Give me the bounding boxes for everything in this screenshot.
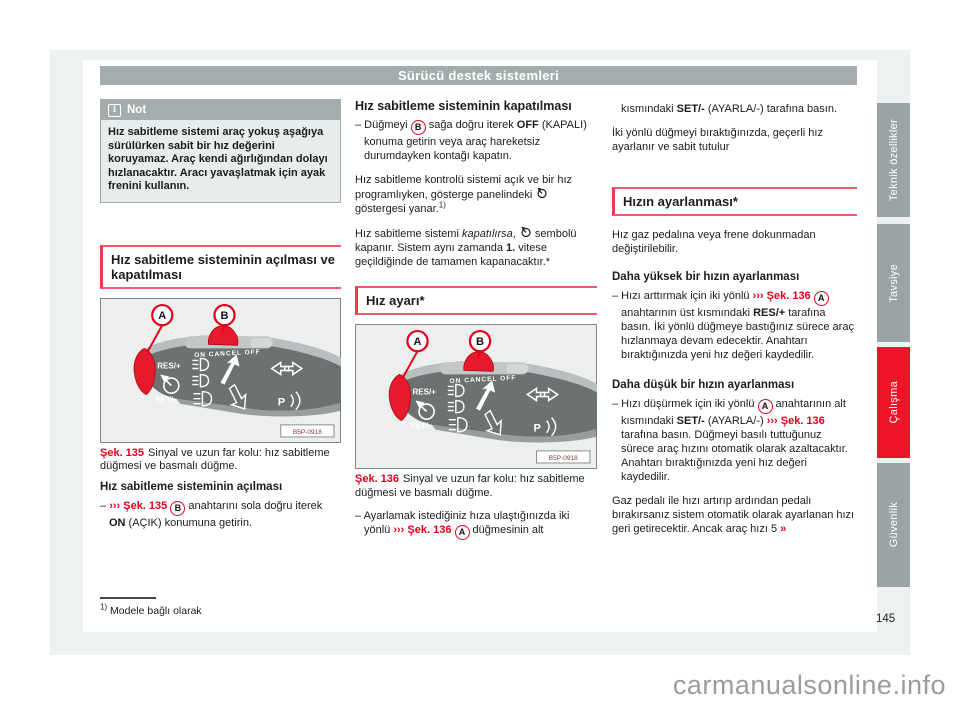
footnote-rule bbox=[100, 597, 156, 599]
para-resume: Gaz pedalı ile hızı artırıp ardından pedalı bırakırsanız sistem otomatik olarak ayarlanan hızı geri getirecektir. Ancak araç hızı 5 » bbox=[612, 495, 855, 535]
figure-code: B5P-0918 bbox=[548, 454, 578, 462]
note-box bbox=[100, 99, 341, 203]
subhead-lower-speed: Daha düşük bir hızın ayarlanması bbox=[612, 379, 795, 391]
subhead-activation: Hız sabitleme sisteminin açılması bbox=[100, 480, 283, 493]
section-heading-speed-setting: Hız ayarı* bbox=[355, 286, 597, 315]
set-label: SET/– bbox=[155, 395, 178, 405]
note-header bbox=[101, 100, 340, 120]
footnote bbox=[100, 597, 202, 618]
column-middle bbox=[355, 99, 597, 540]
subhead-higher-speed: Daha yüksek bir hızın ayarlanması bbox=[612, 271, 800, 283]
info-icon: i bbox=[108, 104, 121, 117]
page-number: 145 bbox=[876, 613, 896, 625]
para-indicator-on: Hız sabitleme kontrolü sistemi açık ve bir hız programlıyken, gösterge panelindeki göstergesi yanar.$^{1)}$ bbox=[355, 174, 573, 215]
parking-light-icon: P bbox=[533, 422, 541, 435]
callout-a-label: A bbox=[413, 336, 422, 349]
page-sheet bbox=[50, 50, 910, 655]
figure-code: B5P-0918 bbox=[292, 428, 322, 436]
column-right bbox=[612, 99, 857, 536]
callout-b-label: B bbox=[220, 309, 229, 322]
bullet-lower-speed: – Hızı düşürmek için iki yönlü A anahtarının alt kısmındaki SET/- (AYARLA/-) ››› Şek. 136 tarafına basın. Düğmeyi basılı tuttuğunuz sürece araç hızını otomatik olarak azaltacaktır. Anahtarı bıraktığınızda yeni hız değeri kaydedilir. bbox=[612, 398, 848, 483]
sidebar-tab-calisma: Çalışma bbox=[877, 347, 910, 458]
para-indicator-off: Hız sabitleme sistemi kapatılırsa, sembolü kapanır. Sistem aynı zamanda 1. vitese geçildiğinde de tamamen kapanacaktır.* bbox=[355, 228, 577, 268]
figure-135-art bbox=[100, 298, 341, 443]
set-label: SET/– bbox=[410, 421, 433, 431]
subhead-deactivation: Hız sabitleme sisteminin kapatılması bbox=[355, 99, 572, 113]
res-label: RES/+ bbox=[157, 360, 181, 370]
section-heading-onoff: Hız sabitleme sisteminin açılması ve kapatılması bbox=[100, 245, 341, 289]
figure-135 bbox=[100, 298, 341, 474]
callout-a-label: A bbox=[158, 309, 167, 322]
para-adjust-intro: Hız gaz pedalına veya frene dokunmadan değiştirilebilir. bbox=[612, 229, 816, 255]
watermark: carmanualsonline.info bbox=[672, 670, 946, 700]
bullet-deactivation: – Düğmeyi B sağa doğru iterek OFF (KAPALI) konuma getirin veya araç hareketsiz durumdayken kontağı kapatın. bbox=[355, 119, 587, 162]
bullet-set-speed-continued: kısmındaki SET/- (AYARLA/-) tarafına basın. bbox=[621, 103, 838, 115]
figure-135-label: Şek. 135 bbox=[100, 446, 145, 459]
stalk-illustration bbox=[100, 298, 341, 443]
figure-136-label: Şek. 136 bbox=[355, 473, 400, 485]
bullet-higher-speed: – Hızı arttırmak için iki yönlü ››› Şek. 136 A anahtarının üst kısmındaki RES/+ tarafına basın. İki yönlü düğmeye bastığınız sürece araç hızlanmaya devam edecektir. Anahtarı bıraktığınızda yeni hız değeri kaydedilir. bbox=[612, 290, 854, 361]
bullet-set-speed: – Ayarlamak istediğiniz hıza ulaştığınızda iki yönlü ››› Şek. 136 A düğmesinin alt bbox=[355, 509, 597, 540]
para-speed-held: İki yönlü düğmeyi bıraktığınızda, geçerli hız ayarlanır ve sabit tutulur bbox=[612, 127, 823, 153]
stalk-illustration bbox=[355, 324, 597, 469]
note-body: Hız sabitleme sistemi araç yokuş aşağıya sürülürken sabit bir hız değerini koruyamaz. Araç kendi ağırlığından dolayı hızlanacaktır. Aracı yavaşlatmak için ayak frenini kullanın. bbox=[108, 126, 328, 192]
mode-label: ON CANCEL OFF bbox=[449, 374, 517, 386]
sidebar-tab-tavsiye: Tavsiye bbox=[877, 224, 910, 342]
cruise-indicator-icon bbox=[535, 187, 548, 199]
parking-light-icon: P bbox=[277, 396, 286, 409]
footnote-text: $^{1)}$ Modele bağlı olarak bbox=[100, 602, 202, 617]
bullet-activation: – ››› Şek. 135 B anahtarını sola doğru iterek ON (AÇIK) konumuna getirin. bbox=[100, 499, 323, 529]
mode-label: ON CANCEL OFF bbox=[194, 348, 261, 359]
figure-136-caption: Şek. 136 Sinyal ve uzun far kolu: hız sabitleme düğmesi ve basmalı düğme. bbox=[355, 473, 585, 499]
sidebar-tab-guvenlik: Güvenlik bbox=[877, 463, 910, 587]
callout-b-label: B bbox=[476, 336, 485, 349]
page-content bbox=[83, 60, 877, 632]
sidebar-tab-teknik-ozellikler: Teknik özellikler bbox=[877, 103, 910, 217]
cruise-indicator-icon bbox=[519, 226, 532, 238]
column-left bbox=[100, 99, 341, 530]
page-title: Sürücü destek sistemleri bbox=[100, 66, 857, 85]
figure-136-art bbox=[355, 324, 597, 469]
res-label: RES/+ bbox=[412, 387, 436, 397]
note-title: Not bbox=[127, 104, 147, 116]
section-heading-speed-adjust: Hızın ayarlanması* bbox=[612, 187, 857, 216]
figure-136 bbox=[355, 324, 597, 500]
figure-135-caption: Şek. 135 Sinyal ve uzun far kolu: hız sabitleme düğmesi ve basmalı düğme. bbox=[100, 446, 330, 472]
